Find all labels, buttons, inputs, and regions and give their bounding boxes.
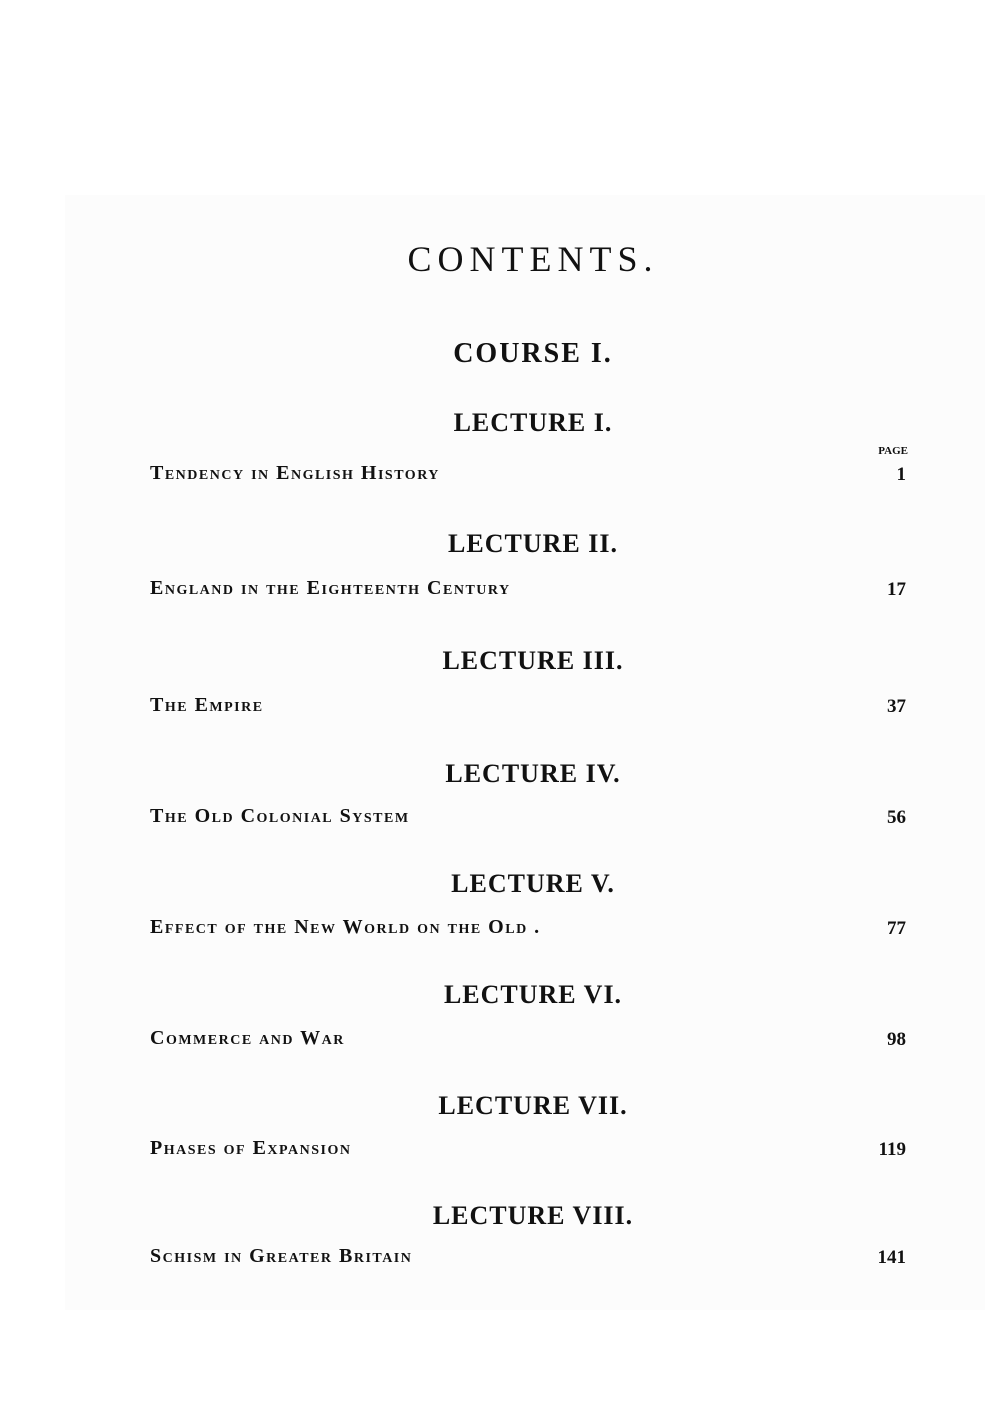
lecture-heading: LECTURE II. xyxy=(448,529,618,558)
toc-entry[interactable]: Effect of the New World on the Old . xyxy=(150,916,541,938)
course-heading: COURSE I. xyxy=(453,338,613,369)
lecture-heading: LECTURE VIII. xyxy=(432,1201,634,1230)
toc-page-number: 141 xyxy=(877,1247,906,1268)
toc-page-number: 98 xyxy=(887,1029,906,1050)
toc-entry[interactable]: The Empire xyxy=(150,694,264,716)
toc-page-number: 119 xyxy=(878,1139,906,1160)
toc-entry[interactable]: Schism in Greater Britain xyxy=(150,1245,413,1267)
lecture-heading: LECTURE VII. xyxy=(438,1091,628,1120)
toc-entry[interactable]: England in the Eighteenth Century xyxy=(150,577,511,599)
toc-page-number: 37 xyxy=(887,696,906,717)
toc-page-number: 1 xyxy=(896,464,906,485)
toc-entry[interactable]: Phases of Expansion xyxy=(150,1137,352,1159)
lecture-heading: LECTURE V. xyxy=(451,869,615,898)
lecture-heading: LECTURE VI. xyxy=(443,980,623,1009)
toc-entry[interactable]: Tendency in English History xyxy=(150,462,440,484)
lecture-heading: LECTURE IV. xyxy=(445,759,621,788)
lecture-heading: LECTURE I. xyxy=(453,408,613,437)
toc-entry[interactable]: The Old Colonial System xyxy=(150,805,410,827)
toc-page-number: 77 xyxy=(887,918,906,939)
page-title: CONTENTS. xyxy=(407,239,659,279)
toc-entry[interactable]: Commerce and War xyxy=(150,1027,345,1049)
page-column-header: PAGE xyxy=(878,445,908,457)
lecture-heading: LECTURE III. xyxy=(442,646,624,675)
toc-page-number: 17 xyxy=(887,579,906,600)
toc-page-number: 56 xyxy=(887,807,906,828)
